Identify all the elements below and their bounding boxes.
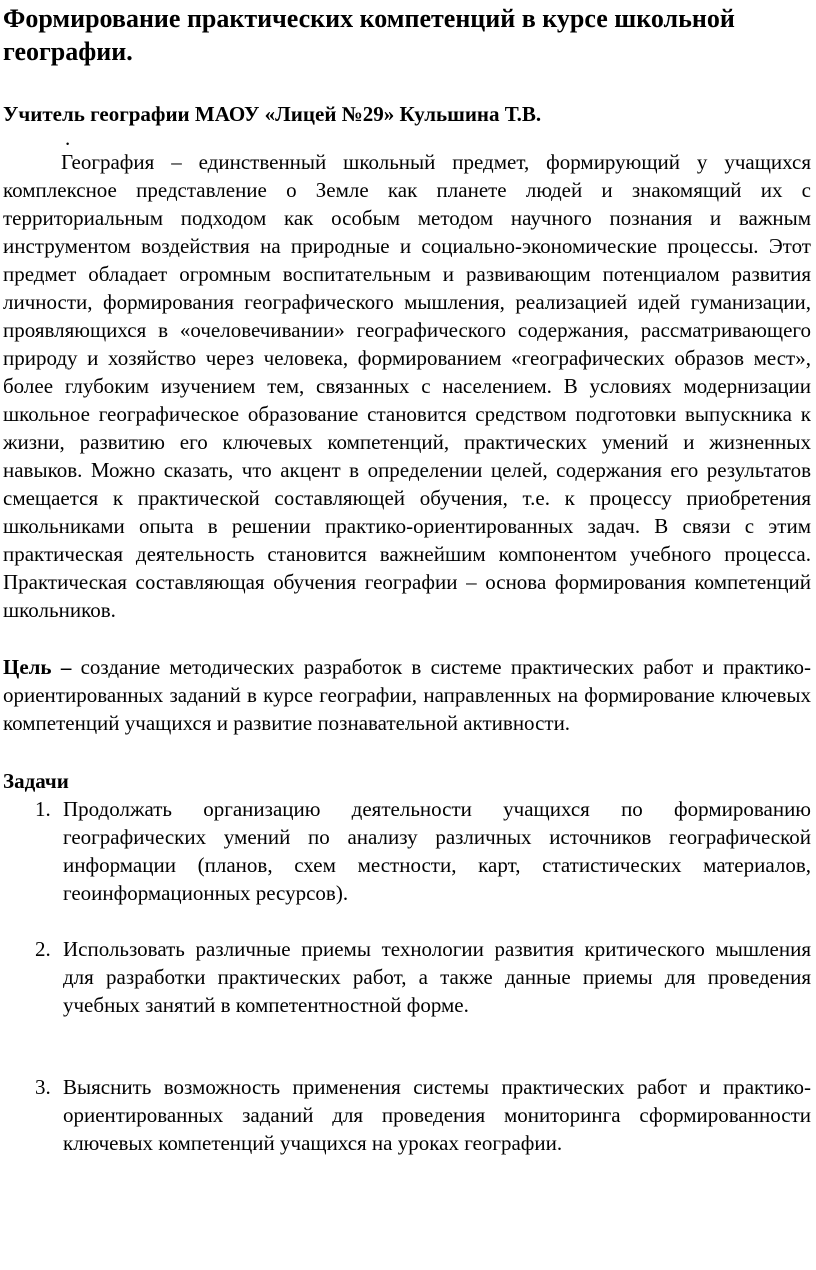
goal-text: создание методических разработок в системе практических работ и практико-ориентированных заданий в курсе географии, направленных на формирование ключевых компетенций учащихся и развитие познавательной активности. [3,655,811,735]
tasks-list [3,795,811,1157]
list-item [3,795,811,907]
list-item [3,1073,811,1157]
intro-paragraph: География – единственный школьный предмет, формирующий у учащихся комплексное представление о Земле как планете людей и знакомящий их с территориальным подходом как особым методом научного познания и важным инструментом воздействия на природные и социально-экономические процессы. Этот предмет обладает огромным воспитательным и развивающим потенциалом развития личности, формирования географического мышления, реализацией идей гуманизации, проявляющихся в «очеловечивании» географического содержания, рассматривающего природу и хозяйство через человека, формированием «географических образов мест», более глубоким изучением тем, связанных с населением. В условиях модернизации школьное географическое образование становится средством подготовки выпускника к жизни, развитию его ключевых компетенций, практических умений и жизненных навыков. Можно сказать, что акцент в определении целей, содержания его результатов смещается к практической составляющей обучения, т.е. к процессу приобретения школьниками опыта в решении практико-ориентированных задач. В связи с этим практическая деятельность становится важнейшим компонентом учебного процесса. Практическая составляющая обучения географии – основа формирования компетенций школьников. [3,150,811,622]
list-item [3,935,811,1019]
stray-dot: . [65,126,71,150]
goal-label: Цель – [3,655,72,679]
task-text: Использовать различные приемы технологии развития критического мышления для разработки практических работ, а также данные приемы для проведения учебных занятий в компетентностной форме. [63,937,811,1017]
document-title: Формирование практических компетенций в курсе школьной географии. [3,4,735,66]
task-text: Выяснить возможность применения системы практических работ и практико-ориентированных заданий для проведения мониторинга сформированности ключевых компетенций учащихся на уроках географии. [63,1075,811,1155]
task-number: 1. [35,797,51,821]
author-line: Учитель географии МАОУ «Лицей №29» Кульшина Т.В. [3,102,542,126]
tasks-heading: Задачи [3,769,69,793]
task-number: 2. [35,937,51,961]
task-text: Продолжать организацию деятельности учащихся по формированию географических умений по анализу различных источников географической информации (планов, схем местности, карт, статистических материалов, геоинформационных ресурсов). [63,797,811,905]
task-number: 3. [35,1075,51,1099]
goal-paragraph [3,653,811,737]
